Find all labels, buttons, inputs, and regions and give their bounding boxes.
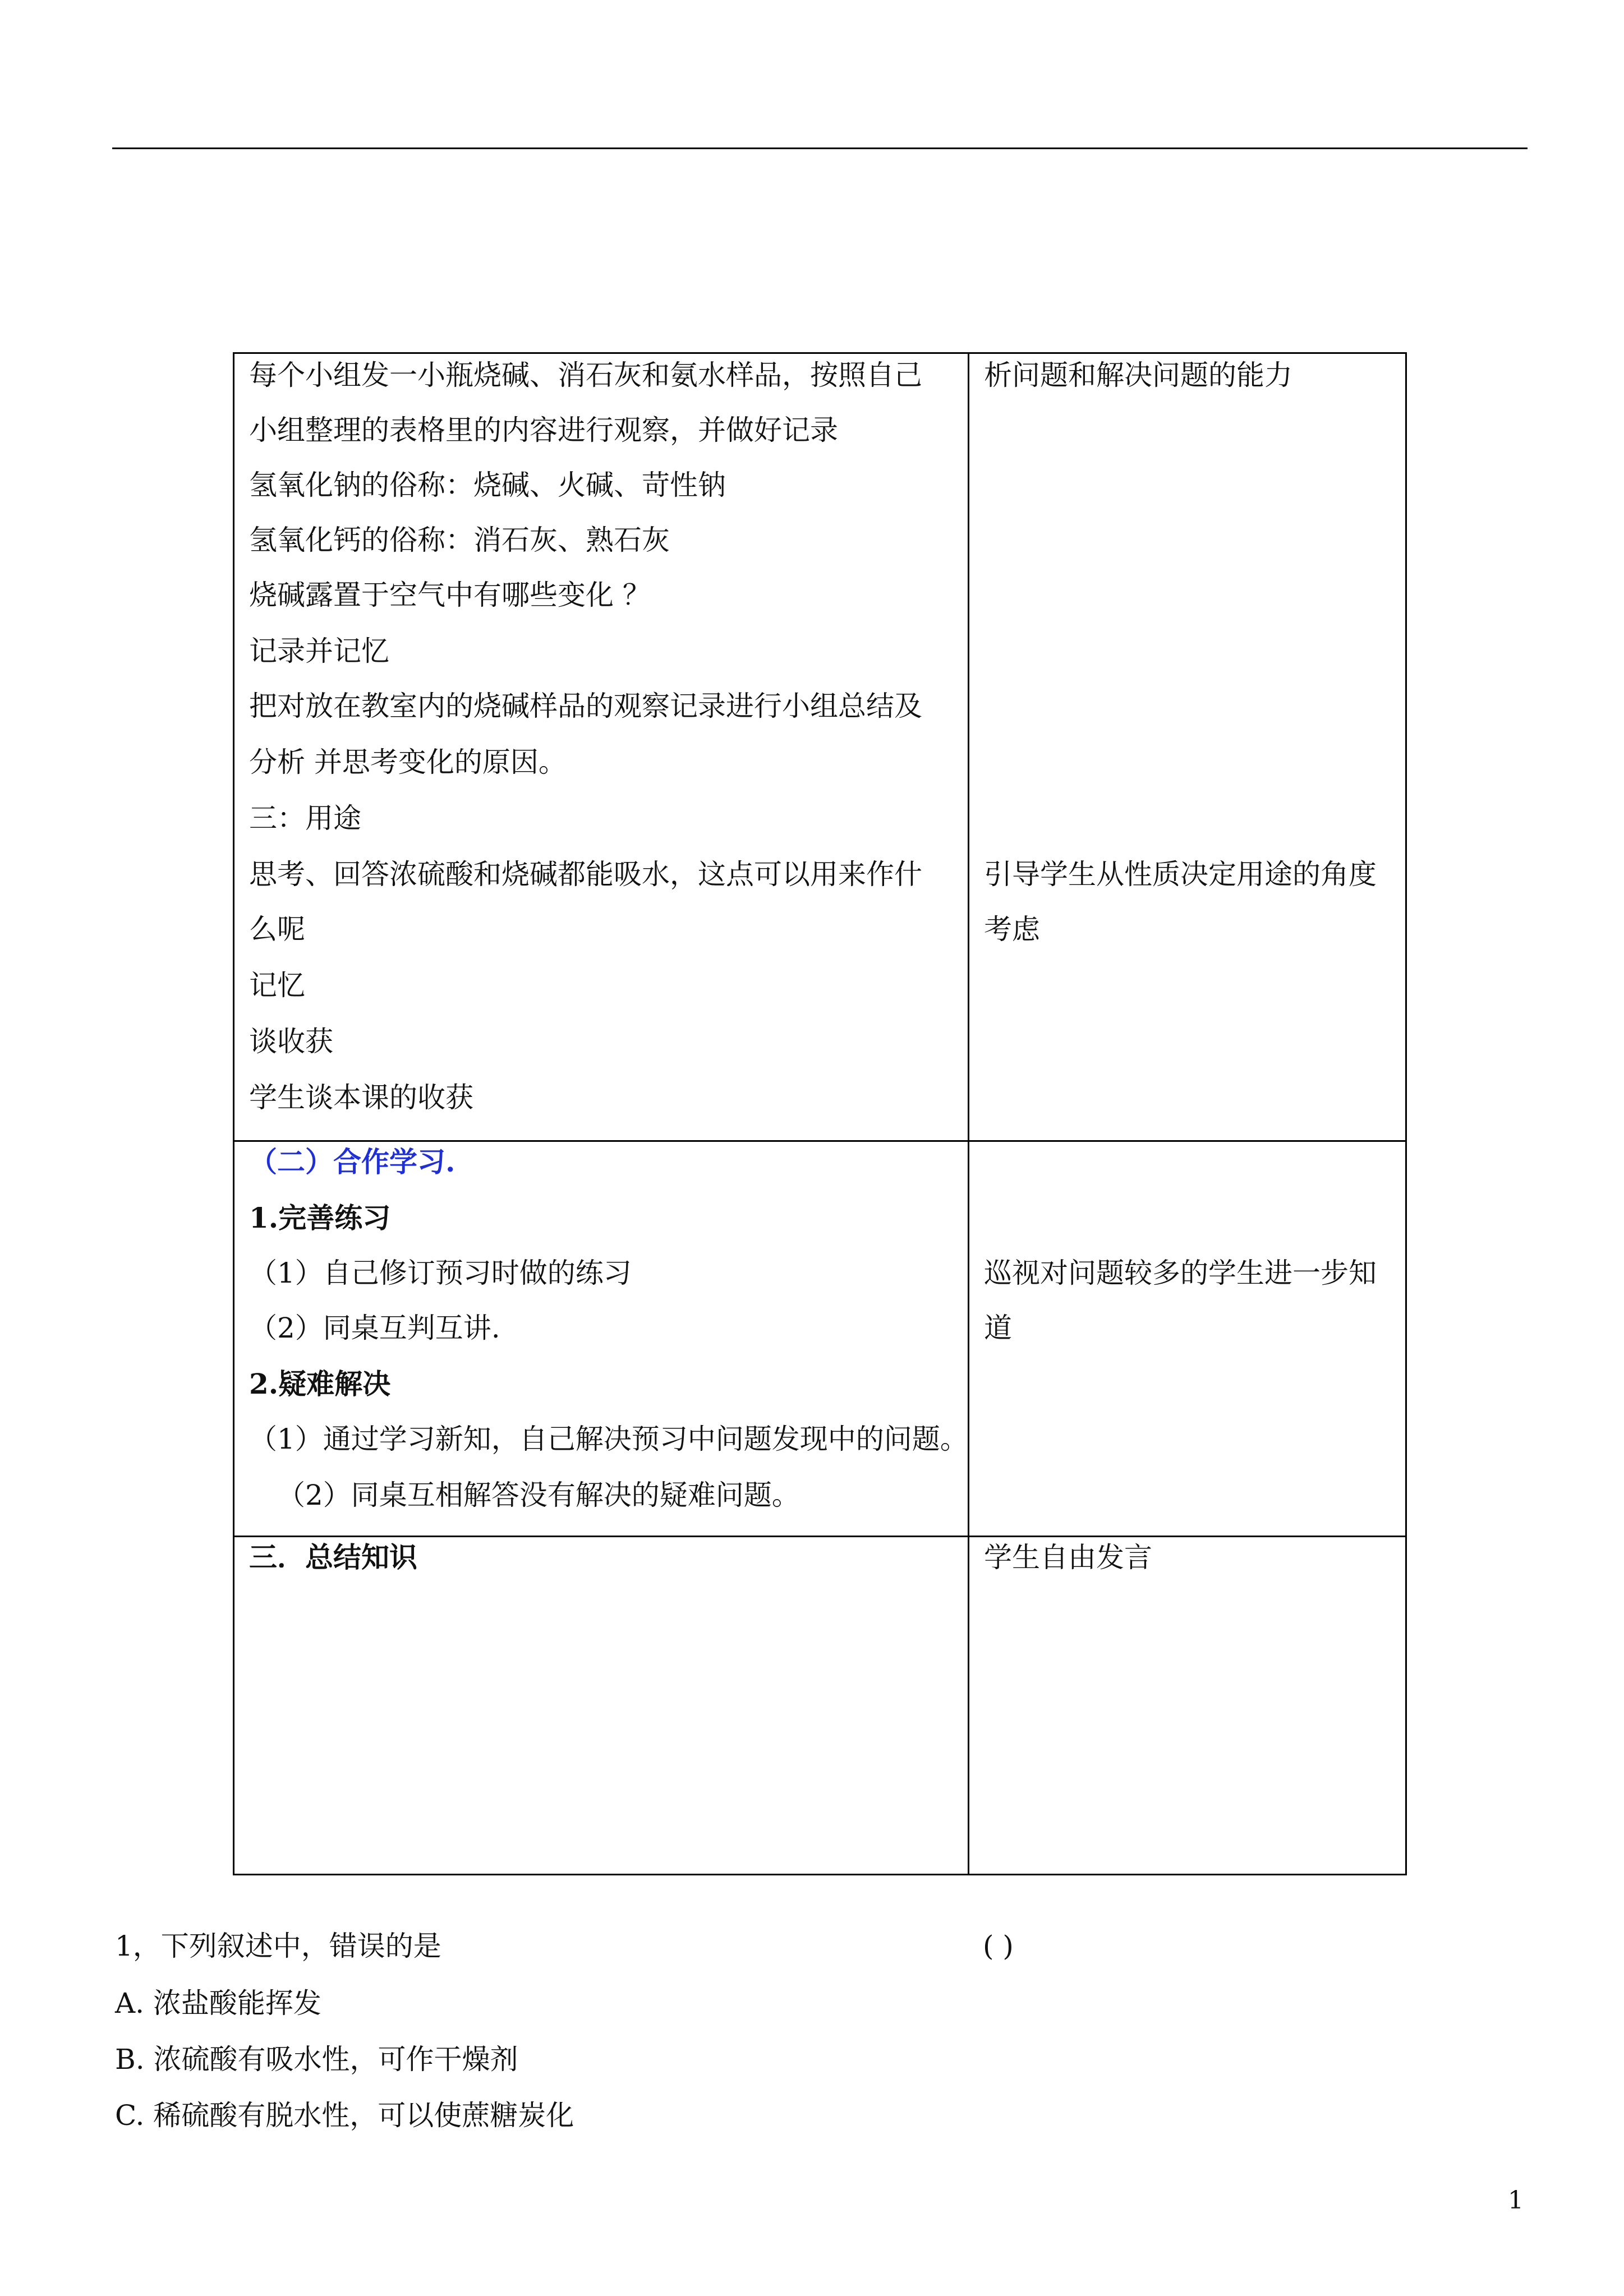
row1-line-8: 分析 并思考变化的原因。: [249, 746, 567, 778]
summary-heading: 三．总结知识: [249, 1541, 417, 1574]
row1-line-3: 氢氧化钠的俗称：烧碱、火碱、苛性钠: [249, 469, 726, 501]
row2-right-cell: [969, 1141, 1406, 1537]
row2-right-line-2: 道: [984, 1312, 1012, 1344]
question-stem: 1，下列叙述中，错误的是: [115, 1930, 441, 1962]
row1-line-13: 谈收获: [249, 1025, 333, 1058]
option-a: A. 浓盐酸能挥发: [115, 1987, 321, 2020]
row2-right-line-1: 巡视对问题较多的学生进一步知: [984, 1257, 1377, 1289]
row1-right-cell: [969, 353, 1406, 1141]
row1-line-11: 么呢: [249, 913, 305, 946]
difficulty-solving-heading: 2.疑难解决: [249, 1367, 391, 1400]
item-1: （1）自己修订预习时做的练习: [249, 1257, 632, 1289]
item-2: （2）同桌互判互讲.: [249, 1312, 500, 1344]
row1-line-1: 每个小组发一小瓶烧碱、消石灰和氨水样品，按照自己: [249, 359, 922, 391]
row1-line-9: 三：用途: [249, 802, 361, 835]
row1-line-7: 把对放在教室内的烧碱样品的观察记录进行小组总结及: [249, 690, 922, 722]
row1-line-14: 学生谈本课的收获: [249, 1081, 473, 1114]
row1-line-2: 小组整理的表格里的内容进行观察，并做好记录: [249, 414, 838, 446]
improve-exercises-heading: 1.完善练习: [249, 1201, 391, 1234]
cooperative-learning-heading: （二）合作学习.: [249, 1145, 456, 1178]
option-b: B. 浓硫酸有吸水性，可作干燥剂: [115, 2043, 518, 2076]
row1-line-4: 氢氧化钙的俗称：消石灰、熟石灰: [249, 524, 670, 556]
row1-line-10: 思考、回答浓硫酸和烧碱都能吸水，这点可以用来作什: [249, 858, 922, 891]
item-3: （1）通过学习新知，自己解决预习中问题发现中的问题。: [249, 1423, 968, 1455]
row3-left-cell: [234, 1537, 969, 1875]
row1-right-line-3: 考虑: [984, 913, 1040, 946]
row3-right-cell: [969, 1537, 1406, 1875]
row1-right-line-1: 析问题和解决问题的能力: [984, 359, 1292, 391]
page-number: 1: [1508, 2186, 1524, 2215]
answer-blank: ( ): [983, 1930, 1014, 1962]
option-c: C. 稀硫酸有脱水性，可以使蔗糖炭化: [115, 2099, 574, 2132]
item-4: （2）同桌互相解答没有解决的疑难问题。: [277, 1479, 800, 1511]
row2-left-cell: [234, 1141, 969, 1537]
row1-left-cell: [234, 353, 969, 1141]
row1-line-6: 记录并记忆: [249, 635, 389, 667]
row1-right-line-2: 引导学生从性质决定用途的角度: [984, 858, 1377, 891]
row3-right-text: 学生自由发言: [984, 1541, 1152, 1574]
header-rule: [112, 147, 1528, 149]
lesson-table: [233, 352, 1407, 1875]
row1-line-5: 烧碱露置于空气中有哪些变化 ？: [249, 579, 651, 611]
row1-line-12: 记忆: [249, 969, 305, 1002]
